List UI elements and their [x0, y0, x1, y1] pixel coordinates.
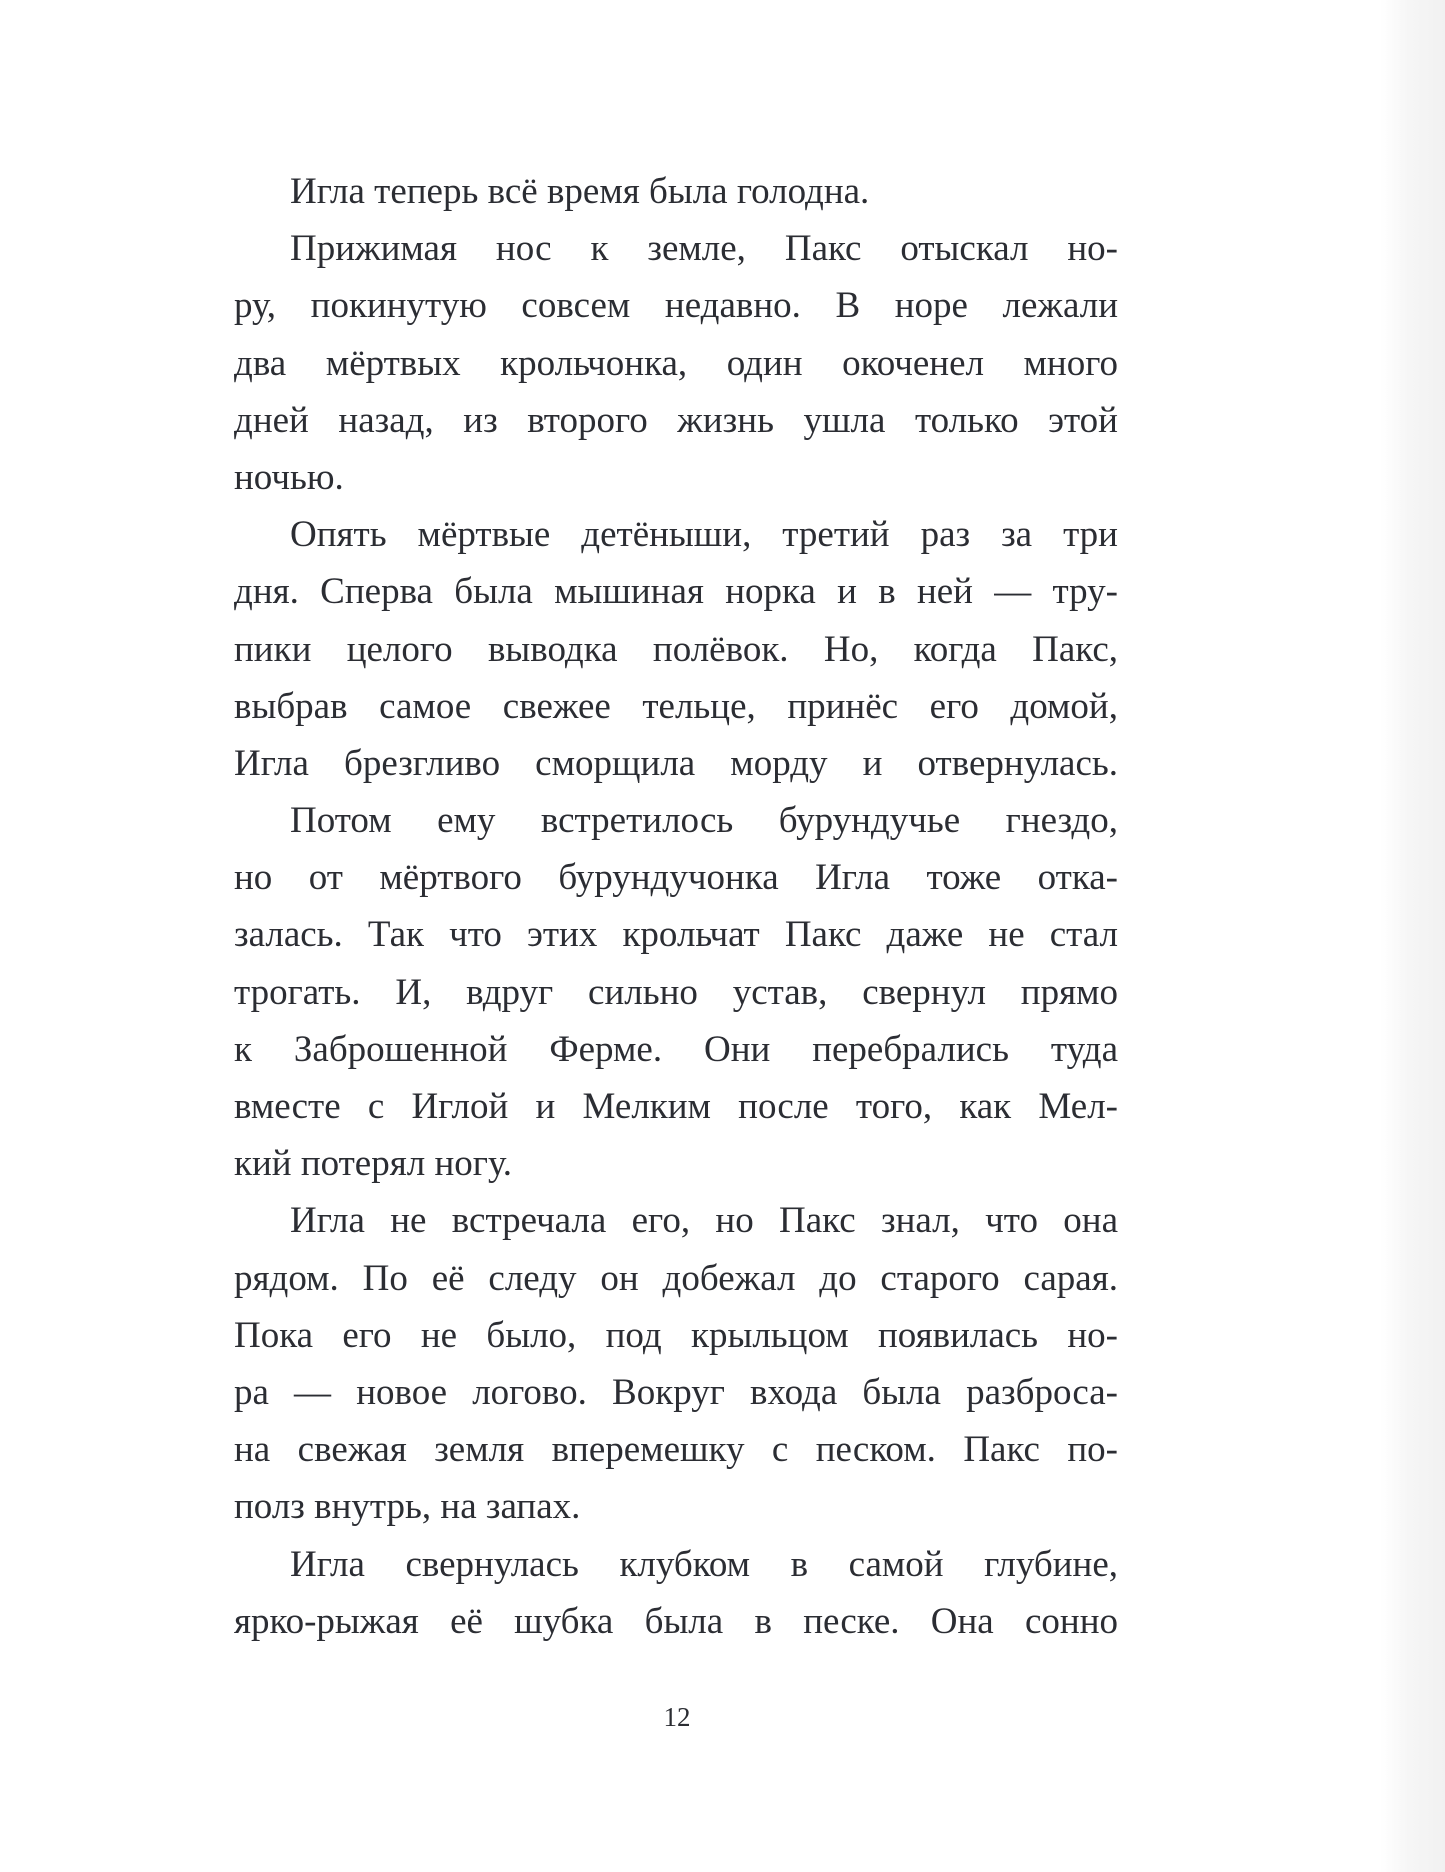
- text-line: Игла брезгливо сморщила морду и отвернулась.: [234, 742, 1118, 784]
- text-line: Пока его не было, под крыльцом появилась но-: [234, 1314, 1118, 1356]
- text-line: ра — новое логово. Вокруг входа была разброса-: [234, 1371, 1118, 1413]
- text-line: ночью.: [234, 456, 344, 498]
- text-line: Прижимая нос к земле, Пакс отыскал но-: [290, 228, 1118, 270]
- text-line: полз внутрь, на запах.: [234, 1486, 581, 1528]
- paragraph: [234, 1192, 1118, 1535]
- text-line: Игла не встречала его, но Пакс знал, что она: [290, 1200, 1118, 1242]
- text-line: но от мёртвого бурундучонка Игла тоже отка-: [234, 857, 1118, 899]
- text-line: вместе с Иглой и Мелким после того, как Мел-: [234, 1086, 1118, 1127]
- text-line: трогать. И, вдруг сильно устав, свернул прямо: [234, 971, 1118, 1013]
- text-line: кий потерял ногу.: [234, 1143, 512, 1185]
- page-edge-shadow: [1380, 0, 1445, 1872]
- text-line: ру, покинутую совсем недавно. В норе лежали: [234, 285, 1118, 327]
- text-line: выбрав самое свежее тельце, принёс его домой,: [234, 685, 1118, 727]
- paragraph: [234, 163, 1118, 220]
- text-line: Игла свернулась клубком в самой глубине,: [290, 1543, 1118, 1585]
- text-line: рядом. По её следу он добежал до старого сарая.: [234, 1257, 1118, 1299]
- paragraph: [234, 220, 1118, 506]
- paragraph: [234, 1536, 1118, 1650]
- body-text: [234, 163, 1118, 1650]
- page-number: 12: [663, 1702, 691, 1732]
- paragraph: [234, 506, 1118, 792]
- text-line: Игла теперь всё время была голодна.: [290, 171, 870, 212]
- text-line: к Заброшенной Ферме. Они перебрались туда: [234, 1028, 1118, 1070]
- text-line: Опять мёртвые детёныши, третий раз за три: [290, 514, 1118, 556]
- text-line: дней назад, из второго жизнь ушла только этой: [234, 399, 1118, 441]
- text-line: Потом ему встретилось бурундучье гнездо,: [290, 800, 1118, 842]
- text-line: пики целого выводка полёвок. Но, когда Пакс,: [234, 628, 1118, 670]
- text-line: два мёртвых крольчонка, один окоченел много: [234, 342, 1118, 384]
- text-line: на свежая земля вперемешку с песком. Пакс по-: [234, 1429, 1118, 1471]
- text-line: дня. Сперва была мышиная норка и в ней — тру-: [234, 571, 1118, 613]
- text-line: залась. Так что этих крольчат Пакс даже не стал: [234, 914, 1118, 956]
- paragraph: [234, 792, 1118, 1192]
- text-line: ярко-рыжая её шубка была в песке. Она сонно: [234, 1600, 1118, 1642]
